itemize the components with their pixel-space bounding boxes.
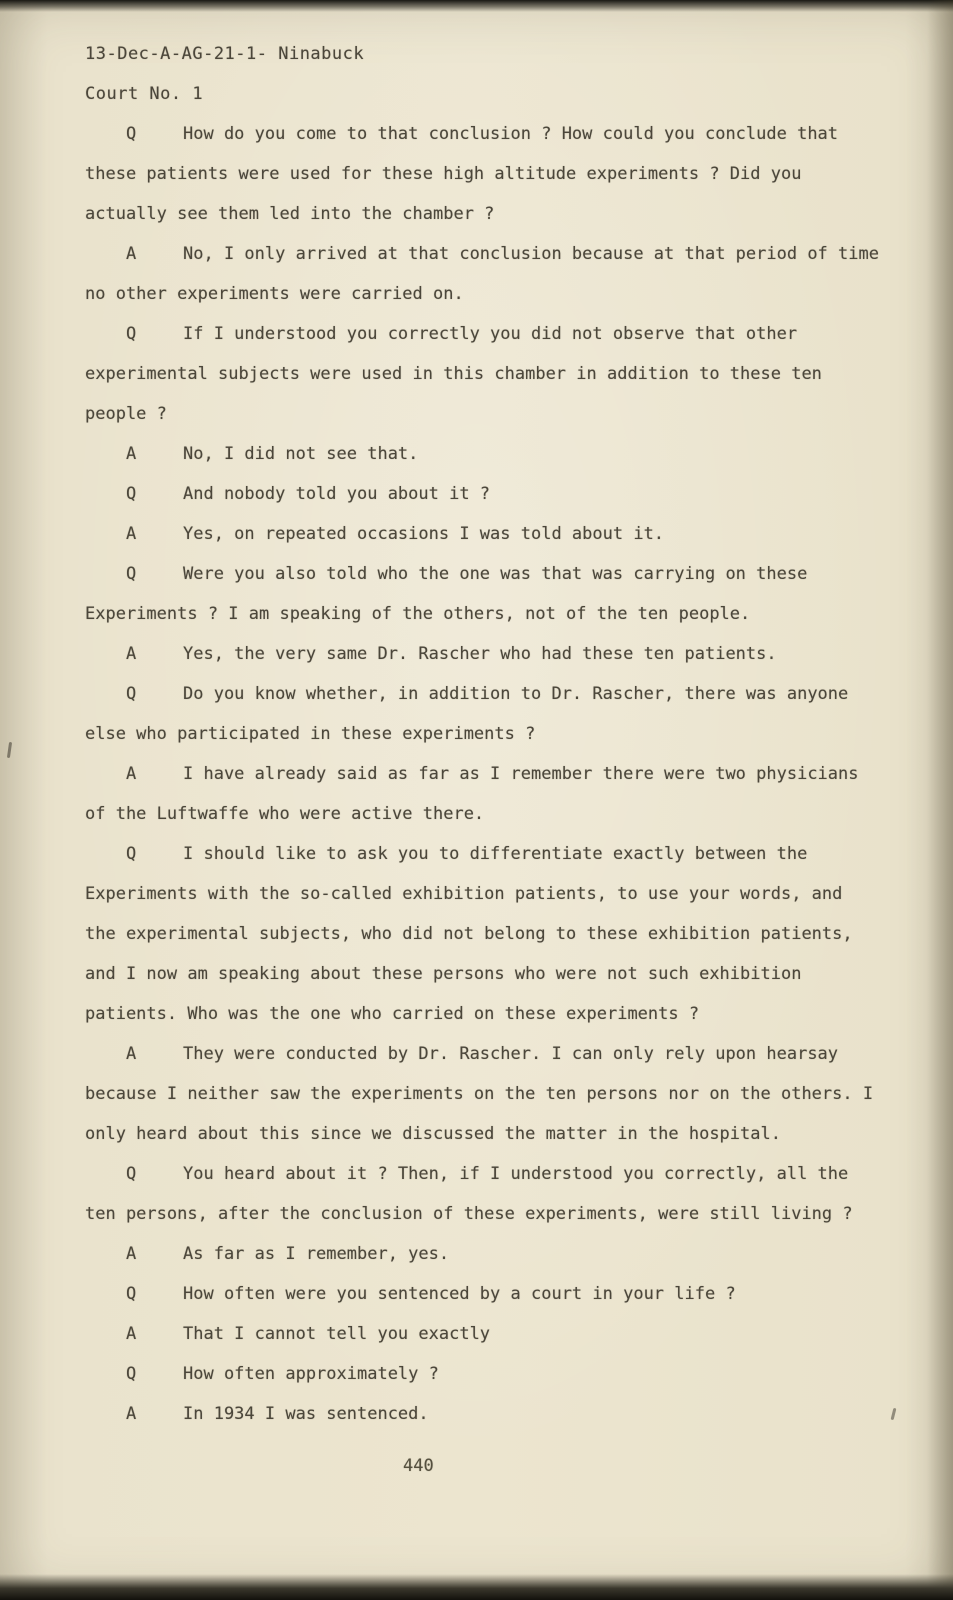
qa-paragraph	[85, 674, 883, 754]
qa-text: How do you come to that conclusion ? How could you conclude that these patients were used for these high altitude experiments ? Did you actually see them led into the chamber ?	[85, 124, 839, 224]
qa-paragraph	[85, 1154, 883, 1234]
qa-text: Yes, the very same Dr. Rascher who had these ten patients.	[183, 644, 777, 664]
qa-paragraph	[85, 1234, 883, 1274]
speaker-marker: Q	[126, 1284, 137, 1304]
qa-text: I should like to ask you to differentiate exactly between the Experiments with the so-called exhibition patients, to use your words, and the experimental subjects, who did not belong to these exhibition patients, and I now am speaking about these persons who were not such exhibition patients. Who was the one who carried on these experiments ?	[85, 844, 853, 1024]
qa-text: Were you also told who the one was that was carrying on these Experiments ? I am speaking of the others, not of the ten people.	[85, 564, 808, 624]
speaker-marker: Q	[126, 684, 137, 704]
qa-paragraph	[85, 1314, 883, 1354]
qa-paragraph	[85, 234, 883, 314]
qa-text: As far as I remember, yes.	[183, 1244, 450, 1264]
speaker-marker: A	[126, 1324, 137, 1344]
speaker-marker: Q	[126, 844, 137, 864]
speaker-marker: A	[126, 244, 137, 264]
speaker-marker: A	[126, 644, 137, 664]
page-number: 440	[403, 1456, 434, 1476]
speaker-marker: Q	[126, 1364, 137, 1384]
speaker-marker: Q	[126, 124, 137, 144]
qa-text: If I understood you correctly you did not observe that other experimental subjects were used in this chamber in addition to these ten people ?	[85, 324, 822, 424]
qa-text: And nobody told you about it ?	[183, 484, 491, 504]
speaker-marker: A	[126, 1044, 137, 1064]
qa-paragraph	[85, 514, 883, 554]
document-header: 13-Dec-A-AG-21-1- Ninabuck	[85, 44, 365, 64]
speaker-marker: A	[126, 524, 137, 544]
qa-text: They were conducted by Dr. Rascher. I can only rely upon hearsay because I neither saw the experiments on the ten persons nor on the others. I only heard about this since we discussed the matter in the hospital.	[85, 1044, 874, 1144]
speaker-marker: A	[126, 764, 137, 784]
speaker-marker: Q	[126, 1164, 137, 1184]
qa-paragraph	[85, 474, 883, 514]
speaker-marker: A	[126, 1404, 137, 1424]
qa-paragraph	[85, 634, 883, 674]
speaker-marker: Q	[126, 484, 137, 504]
speaker-marker: A	[126, 1244, 137, 1264]
qa-paragraph	[85, 1394, 883, 1434]
qa-text: I have already said as far as I remember there were two physicians of the Luftwaffe who were active there.	[85, 764, 859, 824]
qa-paragraph	[85, 1354, 883, 1394]
qa-text: How often approximately ?	[183, 1364, 439, 1384]
qa-text: That I cannot tell you exactly	[183, 1324, 491, 1344]
speaker-marker: A	[126, 444, 137, 464]
qa-paragraph	[85, 554, 883, 634]
scan-edge-bottom	[0, 1574, 953, 1600]
qa-text: How often were you sentenced by a court in your life ?	[183, 1284, 736, 1304]
qa-paragraph	[85, 754, 883, 834]
qa-paragraph	[85, 1034, 883, 1154]
speaker-marker: Q	[126, 324, 137, 344]
qa-text: Yes, on repeated occasions I was told about it.	[183, 524, 665, 544]
qa-paragraph	[85, 114, 883, 234]
qa-paragraph	[85, 1274, 883, 1314]
qa-text: No, I only arrived at that conclusion because at that period of time no other experiments were carried on.	[85, 244, 879, 304]
qa-text: Do you know whether, in addition to Dr. Rascher, there was anyone else who participated in these experiments ?	[85, 684, 849, 744]
qa-text: You heard about it ? Then, if I understood you correctly, all the ten persons, after the conclusion of these experiments, were still living ?	[85, 1164, 853, 1224]
court-label: Court No. 1	[85, 84, 204, 104]
qa-paragraph	[85, 834, 883, 1034]
qa-paragraph	[85, 314, 883, 434]
qa-paragraph	[85, 434, 883, 474]
qa-text: In 1934 I was sentenced.	[183, 1404, 429, 1424]
qa-text: No, I did not see that.	[183, 444, 419, 464]
speaker-marker: Q	[126, 564, 137, 584]
